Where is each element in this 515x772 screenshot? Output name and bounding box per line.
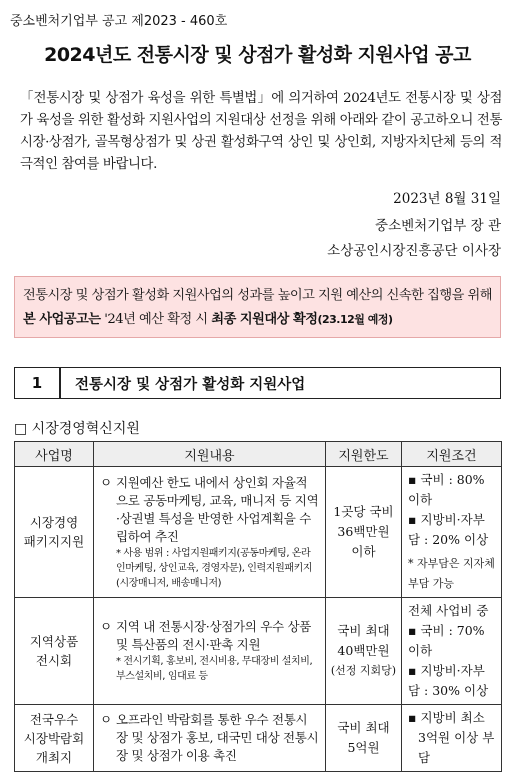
cond-line: 3억원 이상 부담 <box>418 730 495 765</box>
table-row <box>15 705 502 772</box>
row-condition <box>402 467 502 598</box>
cond-line: ▪ 지방비·자부담 : 30% 이상 <box>408 663 489 698</box>
limit-line: (선정 지회당) <box>330 664 397 677</box>
limit-line: 국비 최대 <box>337 623 390 638</box>
name-line: 시장경영 <box>29 515 79 530</box>
row-program-name <box>15 598 94 705</box>
limit-line: 이하 <box>351 544 376 559</box>
cond-line: ▪ 국비 : 70% 이하 <box>408 623 485 658</box>
table-header-row <box>15 442 502 467</box>
name-line: 시장박람회 <box>23 730 85 746</box>
highlight-text-mid: '24년 예산 확정 시 <box>100 312 212 327</box>
limit-line: 40백만원 <box>337 643 390 658</box>
row-limit <box>326 467 402 598</box>
section-title: 전통시장 및 상점가 활성화 지원사업 <box>75 376 306 393</box>
header-condition: 지원조건 <box>402 442 502 467</box>
cond-line: ▪ 지방비·자부담 : 20% 이상 <box>408 512 489 547</box>
limit-line: 5억원 <box>347 740 380 755</box>
row-content <box>94 598 326 705</box>
support-table <box>14 441 502 772</box>
header-content: 지원내용 <box>94 442 326 467</box>
bullet-mark: ㅇ <box>100 474 112 490</box>
section-number: 1 <box>15 368 61 398</box>
content-note: * 사용 범위 : 사업지원패키지(공동마케팅, 온라인마케팅, 상인교육, 경영자문), 인력지원패키지(시장매니저, 배송매니저) <box>116 547 313 589</box>
cond-line: ▪ 국비 : 80% 이하 <box>408 472 485 507</box>
table-row <box>15 467 502 598</box>
cond-line: ▪ 지방비 최소 <box>408 710 485 725</box>
row-content <box>94 467 326 598</box>
highlight-bold-2: 최종 지원대상 확정 <box>211 312 318 327</box>
notice-date: 2023년 8월 31일 <box>393 191 501 207</box>
content-text: 오프라인 박람회를 통한 우수 전통시장 및 상점가 홍보, 대국민 대상 전통시장 및 상점가 이용 촉진 <box>116 712 319 763</box>
row-limit <box>326 705 402 772</box>
page-title: 2024년도 전통시장 및 상점가 활성화 지원사업 공고 <box>44 44 471 66</box>
row-content <box>94 705 326 772</box>
name-line: 개최지 <box>35 749 73 765</box>
cond-note: * 자부담은 지자체 부담 가능 <box>408 557 495 590</box>
content-text: 지원예산 한도 내에서 상인회 자율적으로 공동마케팅, 교육, 매니저 등 지역·상권별 특성을 반영한 사업계획을 수립하여 추진 <box>116 474 319 544</box>
cond-line: 전체 사업비 중 <box>408 603 489 618</box>
highlight-date-note: (23.12월 예정) <box>317 313 393 326</box>
highlight-notice-box <box>14 276 501 338</box>
notice-number: 중소벤처기업부 공고 제2023 - 460호 <box>10 14 228 29</box>
limit-line: 국비 최대 <box>337 720 390 735</box>
header-limit: 지원한도 <box>326 442 402 467</box>
name-line: 전시회 <box>35 653 73 668</box>
name-line: 패키지지원 <box>23 534 85 549</box>
limit-line: 1곳당 국비 <box>333 504 394 519</box>
bullet-mark: ㅇ <box>100 619 112 634</box>
table-row <box>15 598 502 705</box>
limit-line: 36백만원 <box>337 524 390 539</box>
row-condition <box>402 598 502 705</box>
row-program-name <box>15 705 94 772</box>
row-limit <box>326 598 402 705</box>
bullet-mark: ㅇ <box>100 712 112 727</box>
row-condition <box>402 705 502 772</box>
section-header <box>14 367 501 399</box>
subsection-heading: □ 시장경영혁신지원 <box>14 421 140 437</box>
highlight-text: 전통시장 및 상점가 활성화 지원사업의 성과를 높이고 지원 예산의 신속한 집행을 위해 <box>23 288 492 303</box>
content-text: 지역 내 전통시장·상점가의 우수 상품 및 특산품의 전시·판촉 지원 <box>116 619 311 652</box>
signature-agency: 소상공인시장진흥공단 이사장 <box>327 243 501 259</box>
signature-ministry: 중소벤처기업부 장 관 <box>375 218 501 234</box>
highlight-bold-1: 본 사업공고는 <box>23 312 101 327</box>
name-line: 지역상품 <box>29 634 79 649</box>
row-program-name <box>15 467 94 598</box>
intro-paragraph: 「전통시장 및 상점가 육성을 위한 특별법」에 의거하여 2024년도 전통시장 및 상점가 육성을 위한 활성화 지원사업의 지원대상 선정을 위해 아래와 같이 공고하오니 전통시장·상점가, 골목형상점가 및 상권 활성화구역 상인 및 상인회, 지방자치단체 등의 적극적인 참여를 바랍니다. <box>20 91 502 172</box>
header-program: 사업명 <box>15 442 94 467</box>
name-line: 전국우수 <box>29 711 79 727</box>
content-note: * 전시기획, 홍보비, 전시비용, 무대장비 설치비, 부스설치비, 임대료 등 <box>116 656 313 682</box>
